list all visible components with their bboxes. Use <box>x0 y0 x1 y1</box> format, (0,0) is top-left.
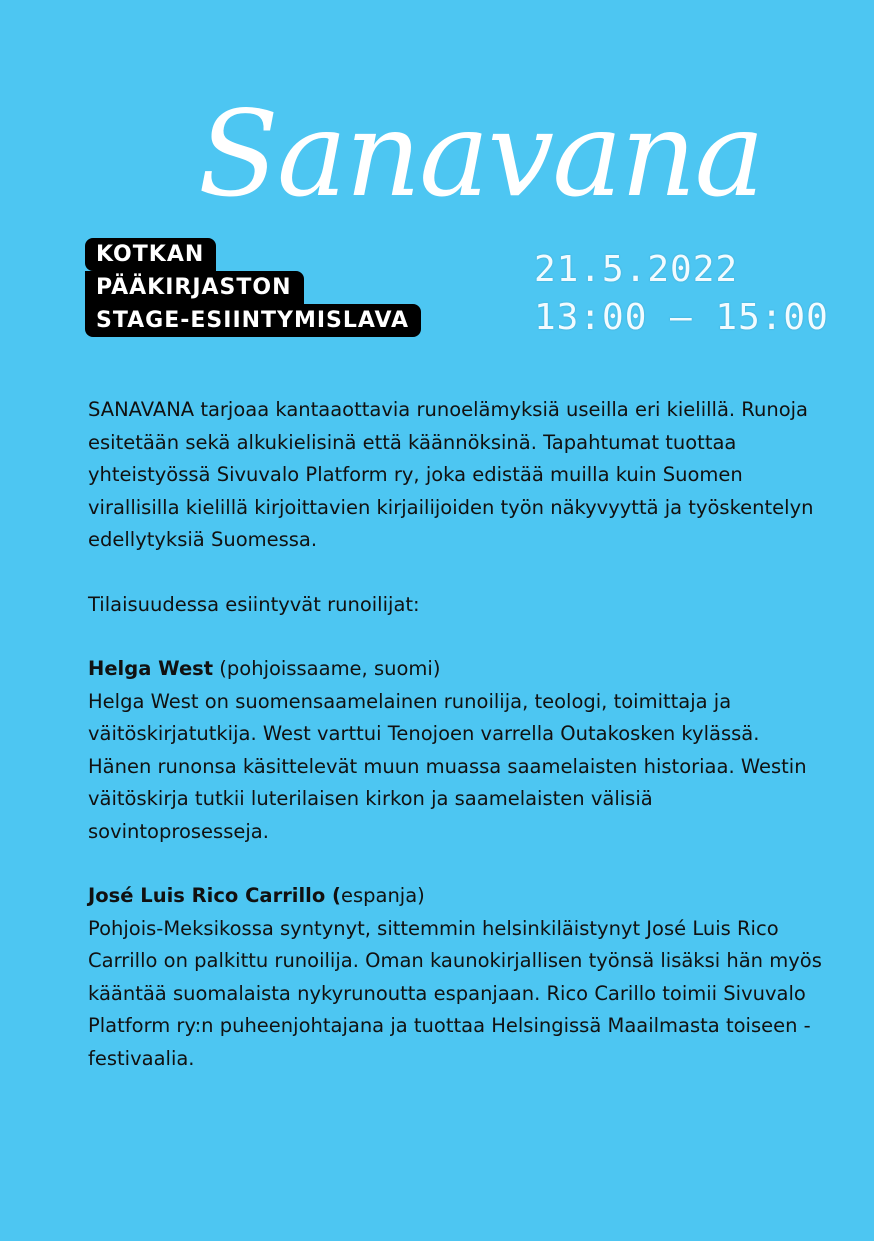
poet-name: José Luis Rico Carrillo ( <box>88 884 341 907</box>
intro-paragraph: SANAVANA tarjoaa kantaaottavia runoelämyksiä useilla eri kielillä. Runoja esitetään sekä alkukielisinä että käännöksinä. Tapahtumat tuottaa yhteistyössä Sivuvalo Platform ry, joka edistää muilla kuin Suomen virallisilla kielillä kirjoittavien kirjailijoiden työn näkyvyyttä ja työskentelyn edellytyksiä Suomessa. <box>88 398 814 551</box>
poet-languages: (pohjoissaame, suomi) <box>213 657 441 680</box>
performers-heading: Tilaisuudessa esiintyvät runoilijat: <box>88 592 420 616</box>
logo-text: Sanavana <box>198 85 763 223</box>
poet-name: Helga West <box>88 657 214 680</box>
event-datetime <box>534 246 829 342</box>
venue-label <box>85 238 421 337</box>
poet-heading <box>88 880 828 913</box>
venue-line-3: STAGE-ESIINTYMISLAVA <box>85 304 421 337</box>
poet-bio: Helga West on suomensaamelainen runoilija, teologi, toimittaja ja väitöskirjatutkija. West varttui Tenojoen varrella Outakosken kylässä. Hänen runonsa käsittelevät muun muassa saamelaisten historiaa. Westin väitöskirja tutkii luterilaisen kirkon ja saamelaisten välisiä sovintoprosesseja. <box>88 689 807 843</box>
poet-entry <box>88 653 828 848</box>
sanavana-logo <box>190 70 763 240</box>
venue-line-1: KOTKAN <box>85 238 216 271</box>
poet-languages: espanja) <box>340 884 425 907</box>
event-time: 13:00 – 15:00 <box>534 297 829 338</box>
venue-line-2: PÄÄKIRJASTON <box>85 271 304 304</box>
event-description <box>88 394 828 1075</box>
poet-entry <box>88 880 828 1075</box>
event-date: 21.5.2022 <box>534 249 739 290</box>
poet-bio: Pohjois-Meksikossa syntynyt, sittemmin helsinkiläistynyt José Luis Rico Carrillo on palkittu runoilija. Oman kaunokirjallisen työnsä lisäksi hän myös kääntää suomalaista nykyrunoutta espanjaan. Rico Carillo toimii Sivuvalo Platform ry:n puheenjohtajana ja tuottaa Helsingissä Maailmasta toiseen -festivaalia. <box>88 916 822 1070</box>
poet-heading <box>88 653 828 686</box>
